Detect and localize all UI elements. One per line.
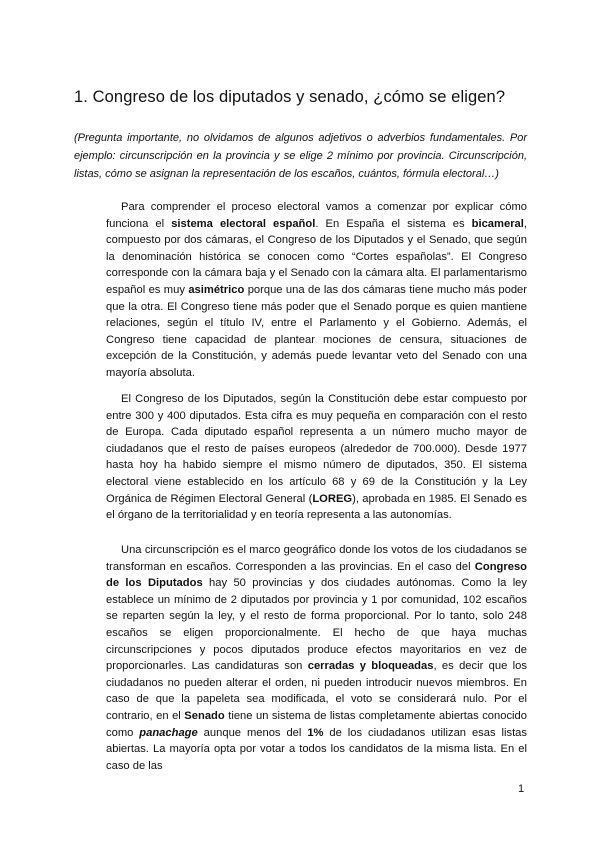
text-run: ), aprobada en 1985. El Senado es el órgano de la territorialidad y en teoría representa a las autonomías.	[106, 492, 527, 522]
italic-note: (Pregunta importante, no olvidamos de algunos adjetivos o adverbios fundamentales. Por ejemplo: circunscripción en la provincia y se elige 2 mínimo por provincia. Circunscripción, listas, cómo se asignan la representación de los escaños, cuántos, fórmula electoral…)	[74, 132, 527, 180]
text-run: aunque menos del	[197, 726, 308, 739]
paragraph-3	[106, 542, 527, 774]
bold-term: Senado	[184, 709, 225, 722]
text-run: hay 50 provincias y dos ciudades autónomas. Como la ley establece un mínimo de 2 diputados por provincia y 1 por comunidad, 102 escaños se reparten según la ley, y el resto de forma proporcional. Por lo tanto, solo 248 escaños se eligen proporcionalmente. El hecho de que haya muchas circunscripciones y pocos diputados produce efectos mayoritarios en vez de proporcionarles. Las candidaturas son	[106, 577, 527, 673]
text-run: tiene un sistema de listas completamente abiertas conocido como	[106, 709, 527, 739]
text-run: , es decir que los ciudadanos no pueden alterar el orden, ni pueden introducir nuevos miembros. En caso de que la papeleta sea modificada, el voto se considerará nulo. Por el contrario, en el	[106, 660, 527, 722]
text-run: Una circunscripción es el marco geográfico donde los votos de los ciudadanos se transforman en escaños. Corresponden a las provincias. En el caso del	[106, 544, 527, 573]
bold-term: Congreso de los Diputados	[106, 560, 527, 590]
paragraph-1	[106, 199, 527, 382]
bold-term: asimétrico	[188, 283, 245, 296]
bold-term: 1%	[307, 726, 324, 739]
text-run: , compuesto por dos cámaras, el Congreso de los Diputados y el Senado, que según la denominación histórica se conocen como “Cortes españolas”. El Congreso corresponde con la cámara baja y el Senado con la cámara alta. El parlamentarismo español es muy	[106, 217, 527, 296]
text-run: . En España el sistema es	[315, 217, 472, 230]
text-run: El Congreso de los Diputados, según la Constitución debe estar compuesto por entre 300 y 400 diputados. Esta cifra es muy pequeña en comparación con el resto de Europa. Cada diputado español representa a un número mucho mayor de ciudadanos que el resto de países europeos (alrededor de 700.000). Desde 1977 hasta hoy ha habido siempre el mismo número de diputados, 350. El sistema electoral viene establecido en los artículo 68 y 69 de la Constitución y la Ley Orgánica de Régimen Electoral General (	[106, 393, 527, 505]
bold-term: sistema electoral español	[171, 217, 316, 230]
page-number: 1	[518, 783, 525, 795]
bold-term: panachage	[139, 726, 198, 739]
bold-term: bicameral	[471, 217, 524, 230]
bold-term: cerradas y bloqueadas	[307, 660, 434, 673]
page-title: 1. Congreso de los diputados y senado, ¿cómo se eligen?	[74, 88, 506, 106]
bold-term: LOREG	[312, 492, 353, 505]
text-run: porque una de las dos cámaras tiene mucho más poder que la otra. El Congreso tiene más poder que el Senado porque es quien mantiene relaciones, según el título IV, entre el Parlamento y el Gobierno. Además, el Congreso tiene capacidad de plantear mociones de censura, situaciones de excepción de la Constitución, y además puede levantar veto del Senado con una mayoría absoluta.	[106, 283, 527, 379]
text-run: Para comprender el proceso electoral vamos a comenzar por explicar cómo funciona el	[106, 201, 527, 230]
paragraph-2	[106, 391, 527, 524]
text-run: de los ciudadanos utilizan esas listas abiertas. La mayoría opta por votar a todos los candidatos de la misma lista. En el caso de las	[106, 726, 528, 772]
